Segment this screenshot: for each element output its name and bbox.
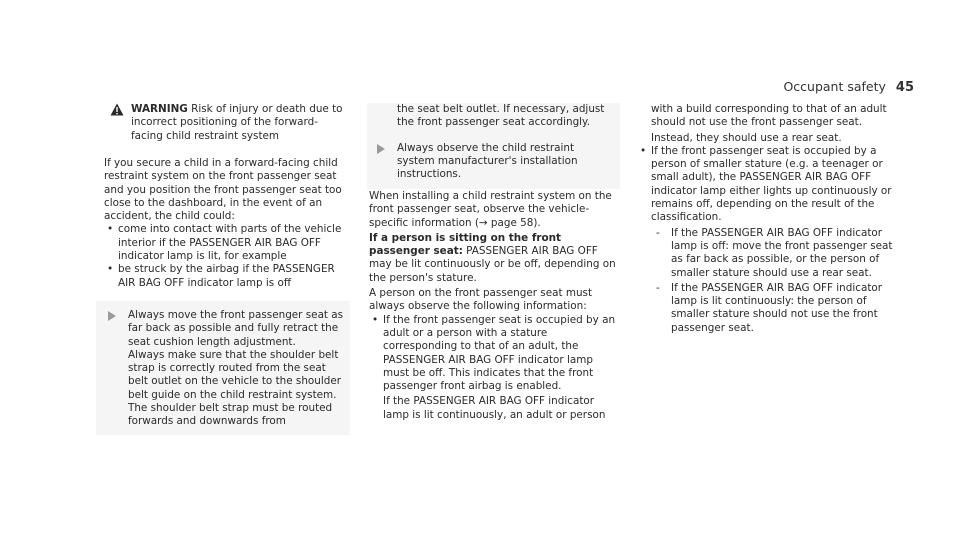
sub-list-item-text: If the PASSENGER AIR BAG OFF indicator lamp is lit continuously: the person of smaller stature should not use the front passenger seat. <box>671 281 883 334</box>
list-item-text: be struck by the airbag if the PASSENGER AIR BAG OFF indicator lamp is off <box>118 263 335 289</box>
list-item-text: • If the front passenger seat is occupied by an adult or a person with a stature corresponding to that of an adult, the PASSENGER AIR BAG OFF indicator lamp must be off. This indicates that the front passenger front airbag is enabled. <box>383 313 616 393</box>
action-text-a: Always move the front passenger seat as far back as possible and fully retract the seat cushion length adjustment. <box>128 309 344 348</box>
warning-body <box>104 157 348 290</box>
sub-list-item <box>651 227 902 280</box>
list-item <box>369 314 621 422</box>
page-number: 45 <box>895 80 914 95</box>
section-title: Occupant safety <box>783 79 886 94</box>
warning-block <box>96 103 350 435</box>
warning-header <box>112 103 346 143</box>
paragraph-bold-lead: If a person is sitting on the front passenger seat: <box>369 231 561 258</box>
list-item-text: If the PASSENGER AIR BAG OFF indicator lamp is lit continuously, an adult or person <box>383 395 606 421</box>
action-text-b: Always make sure that the shoulder belt strap is correctly routed from the seat belt outlet on the vehicle to the shoulder belt guide on the child restraint system. The shoulder belt strap must be routed forwards and downwards from <box>128 348 342 428</box>
action-text: Always observe the child restraint system manufacturer's installation instructions. <box>397 141 578 181</box>
list-item-continuation: with a build corresponding to that of an adult should not use the front passenger seat. <box>651 103 887 129</box>
page-header <box>783 79 914 95</box>
warning-label: WARNING <box>131 103 188 115</box>
paragraph-observe: A person on the front passenger seat must always observe the following information: <box>369 287 593 313</box>
list-item-text: come into contact with parts of the vehicle interior if the PASSENGER AIR BAG OFF indicator lamp is lit, for example <box>118 223 342 263</box>
action-box-1 <box>96 301 350 435</box>
paragraph-rest: PASSENGER AIR BAG OFF may be lit continuously or be off, depending on the person's stature. <box>369 245 616 284</box>
sub-list-item <box>651 282 902 335</box>
dash-marker: - <box>656 281 660 294</box>
main-column-3 <box>637 103 902 335</box>
action-arrow-icon <box>108 311 116 321</box>
list-item-continuation: Instead, they should use a rear seat. <box>651 131 842 144</box>
warning-title-line <box>112 103 346 143</box>
list-item <box>104 223 348 263</box>
warning-content <box>96 103 350 435</box>
action-item <box>96 301 350 429</box>
action-continuation: the seat belt outlet. If necessary, adjust the front passenger seat accordingly. <box>397 103 605 129</box>
action-item <box>367 142 620 182</box>
dash-marker: - <box>656 226 660 239</box>
list-item <box>637 145 902 225</box>
action-arrow-icon <box>377 144 385 154</box>
paragraph-install: When installing a child restraint system on the front passenger seat, observe the vehicle-specific information (→ page 58). <box>369 190 612 229</box>
list-item <box>104 263 348 290</box>
warning-intro: If you secure a child in a forward-facing child restraint system on the front passenger seat and you position the front passenger seat too close to the dashboard, in the event of an accident, the child could: <box>104 157 342 223</box>
action-box-2 <box>367 103 620 189</box>
main-column-2 <box>369 190 621 422</box>
sub-list-item-text: If the PASSENGER AIR BAG OFF indicator lamp is off: move the front passenger seat as far back as possible, or the person of smaller stature should use a rear seat. <box>671 226 893 279</box>
warning-triangle-icon <box>110 103 124 116</box>
list-item-text: • If the front passenger seat is occupied by a person of smaller stature (e.g. a teenager or small adult), the PASSENGER AIR BAG OFF indicator lamp either lights up continuously or remains off, depending on the result of the classification. <box>651 144 892 224</box>
warning-title: Risk of injury or death due to incorrect positioning of the forward-facing child restraint system <box>131 103 343 142</box>
paragraph-person-seat <box>369 232 621 285</box>
